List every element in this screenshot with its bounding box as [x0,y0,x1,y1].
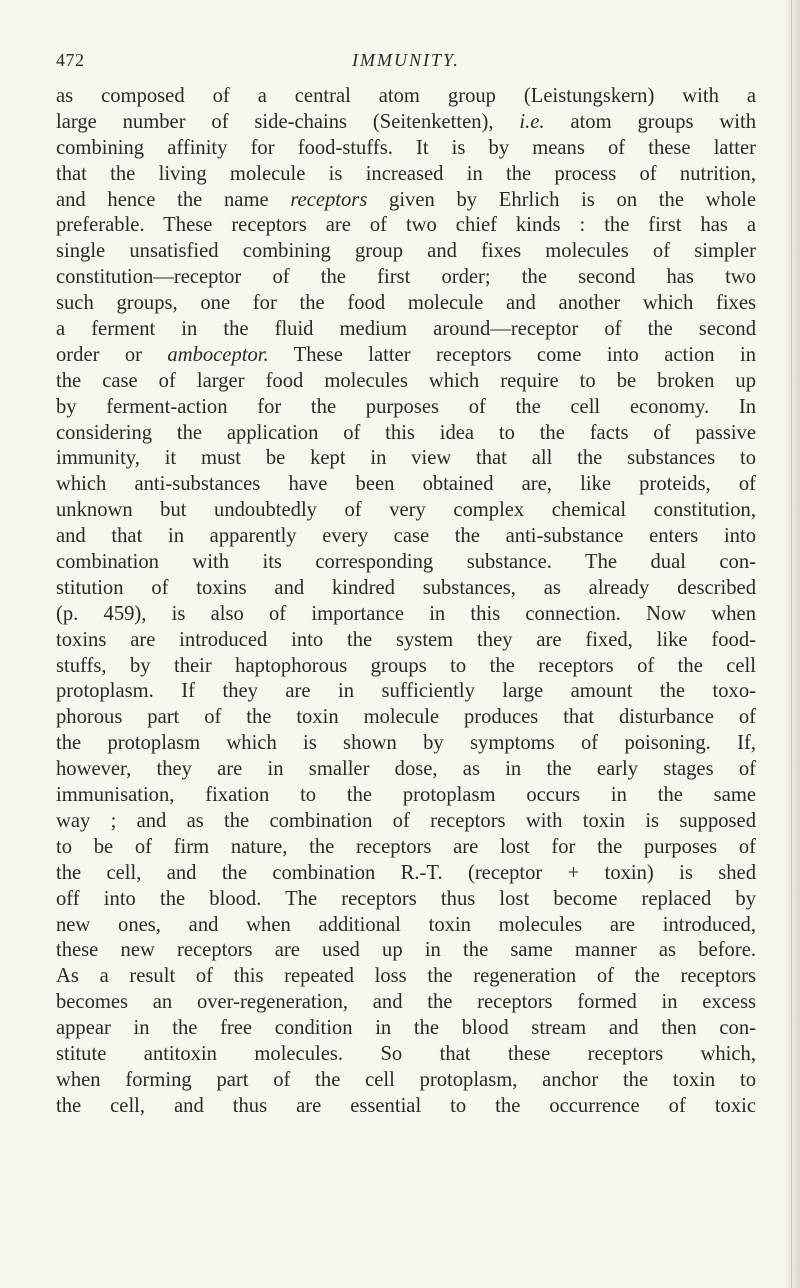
body-text [56,84,756,1120]
page-edge-line [791,0,792,1288]
text-line: appear in the free condition in the blood stream and then con- [56,1017,756,1040]
text-line: as composed of a central atom group (Leistungskern) with a [56,85,756,107]
text-line: combining affinity for food-stuffs. It is by means of these latter [56,136,756,159]
text-line: a ferment in the fluid medium around—receptor of the second [56,318,756,341]
text-line: and that in apparently every case the anti-substance enters into [56,525,756,548]
text-line: off into the blood. The receptors thus lost become replaced by [56,887,756,910]
text-line: stuffs, by their haptophorous groups to the receptors of the cell [56,654,756,677]
text-line: such groups, one for the food molecule and another which fixes [56,292,756,315]
text-line: large number of side-chains (Seitenketten), i.e. atom groups with [56,110,757,133]
text-line: unknown but undoubtedly of very complex chemical constitution, [56,499,756,522]
text-line: way ; and as the combination of receptors with toxin is supposed [56,809,756,832]
text-line: these new receptors are used up in the same manner as before. [56,939,756,962]
text-line: to be of firm nature, the receptors are lost for the purposes of [56,835,756,858]
italic-term: i.e. [519,110,545,133]
text-line: however, they are in smaller dose, as in the early stages of [56,758,756,781]
text-line: protoplasm. If they are in sufficiently large amount the toxo- [56,680,756,703]
text-line: (p. 459), is also of importance in this connection. Now when [56,602,756,625]
text-line: single unsatisfied combining group and fixes molecules of simpler [56,240,756,263]
text-line: which anti-substances have been obtained are, like proteids, of [56,473,756,496]
text-line: the protoplasm which is shown by symptoms of poisoning. If, [56,732,756,755]
page-header [56,50,756,74]
page-edge [786,0,800,1288]
text-line: preferable. These receptors are of two chief kinds : the first has a [56,214,756,237]
text-line: the cell, and thus are essential to the occurrence of toxic [56,1094,756,1117]
text-line: stitution of toxins and kindred substances, as already described [56,576,756,599]
text-line: when forming part of the cell protoplasm, anchor the toxin to [56,1068,756,1091]
italic-term: amboceptor. [167,343,269,366]
running-title: IMMUNITY. [352,50,460,70]
text-line: by ferment-action for the purposes of the cell economy. In [56,395,756,418]
text-line: and hence the name receptors given by Ehrlich is on the whole [56,188,756,211]
text-line: considering the application of this idea to the facts of passive [56,421,756,444]
text-line: order or amboceptor. These latter receptors come into action in [56,343,756,366]
text-line: combination with its corresponding substance. The dual con- [56,551,756,574]
text-line: immunity, it must be kept in view that all the substances to [56,447,756,470]
text-line: the cell, and the combination R.-T. (receptor + toxin) is shed [56,861,756,884]
page-number: 472 [56,50,85,70]
text-line: new ones, and when additional toxin molecules are introduced, [56,913,756,936]
text-line: toxins are introduced into the system they are fixed, like food- [56,628,756,651]
text-line: As a result of this repeated loss the regeneration of the receptors [56,965,756,988]
text-line: that the living molecule is increased in the process of nutrition, [56,162,756,185]
text-line: the case of larger food molecules which require to be broken up [56,369,756,392]
text-line: immunisation, fixation to the protoplasm occurs in the same [56,784,756,807]
text-line: becomes an over-regeneration, and the receptors formed in excess [56,991,756,1014]
text-line: stitute antitoxin molecules. So that these receptors which, [56,1042,756,1065]
italic-term: receptors [290,188,368,211]
text-line: constitution—receptor of the first order; the second has two [56,266,756,289]
text-line: phorous part of the toxin molecule produces that disturbance of [56,706,756,729]
